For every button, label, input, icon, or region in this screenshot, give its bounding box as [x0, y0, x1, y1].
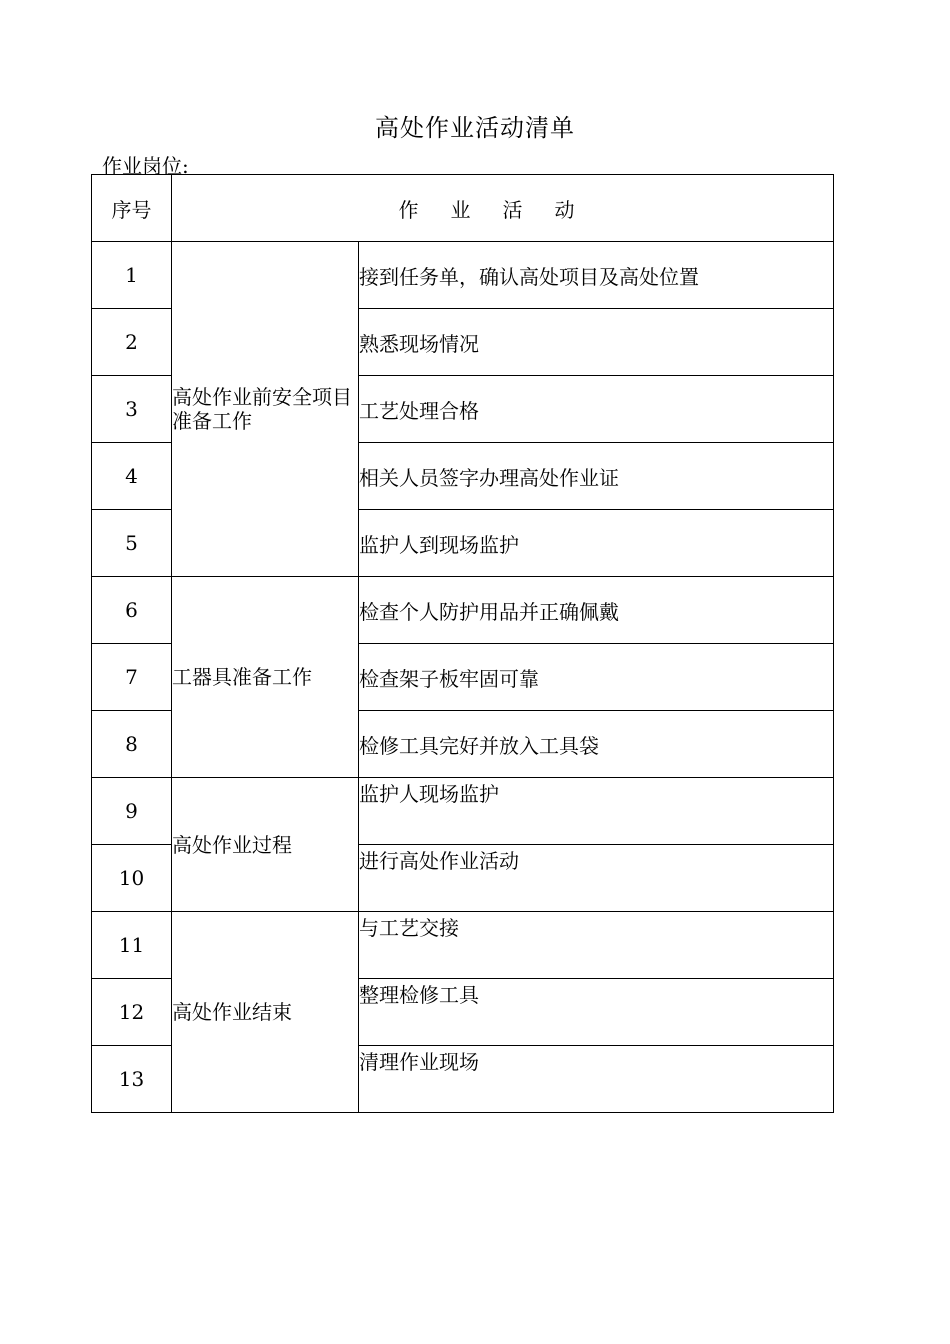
- row-number: 2: [92, 309, 172, 376]
- row-number: 11: [92, 912, 172, 979]
- row-number: 13: [92, 1046, 172, 1113]
- activity-cell: 工艺处理合格: [359, 376, 834, 443]
- activity-cell: 进行高处作业活动: [359, 845, 834, 912]
- activity-cell: 检查架子板牢固可靠: [359, 644, 834, 711]
- table-row: [92, 778, 834, 845]
- work-post-label: 作业岗位:: [102, 154, 189, 178]
- activity-cell: 整理检修工具: [359, 979, 834, 1046]
- header-activity: 作业活动: [172, 175, 834, 242]
- activity-cell: 清理作业现场: [359, 1046, 834, 1113]
- activity-cell: 监护人现场监护: [359, 778, 834, 845]
- row-number: 1: [92, 242, 172, 309]
- row-number: 5: [92, 510, 172, 577]
- row-number: 8: [92, 711, 172, 778]
- activity-cell: 接到任务单，确认高处项目及高处位置: [359, 242, 834, 309]
- phase-cell: 高处作业结束: [172, 912, 359, 1113]
- activity-cell: 检查个人防护用品并正确佩戴: [359, 577, 834, 644]
- activity-table: [91, 174, 834, 1113]
- phase-cell: 高处作业过程: [172, 778, 359, 912]
- phase-cell: 工器具准备工作: [172, 577, 359, 778]
- activity-cell: 监护人到现场监护: [359, 510, 834, 577]
- row-number: 6: [92, 577, 172, 644]
- table-row: [92, 242, 834, 309]
- row-number: 3: [92, 376, 172, 443]
- row-number: 10: [92, 845, 172, 912]
- table-row: [92, 912, 834, 979]
- activity-cell: 检修工具完好并放入工具袋: [359, 711, 834, 778]
- row-number: 7: [92, 644, 172, 711]
- table-header-row: [92, 175, 834, 242]
- row-number: 4: [92, 443, 172, 510]
- document-title: 高处作业活动清单: [375, 114, 575, 142]
- table-row: [92, 577, 834, 644]
- activity-cell: 相关人员签字办理高处作业证: [359, 443, 834, 510]
- header-serial-number: 序号: [92, 175, 172, 242]
- row-number: 9: [92, 778, 172, 845]
- activity-cell: 与工艺交接: [359, 912, 834, 979]
- phase-cell: 高处作业前安全项目准备工作: [172, 242, 359, 577]
- row-number: 12: [92, 979, 172, 1046]
- activity-cell: 熟悉现场情况: [359, 309, 834, 376]
